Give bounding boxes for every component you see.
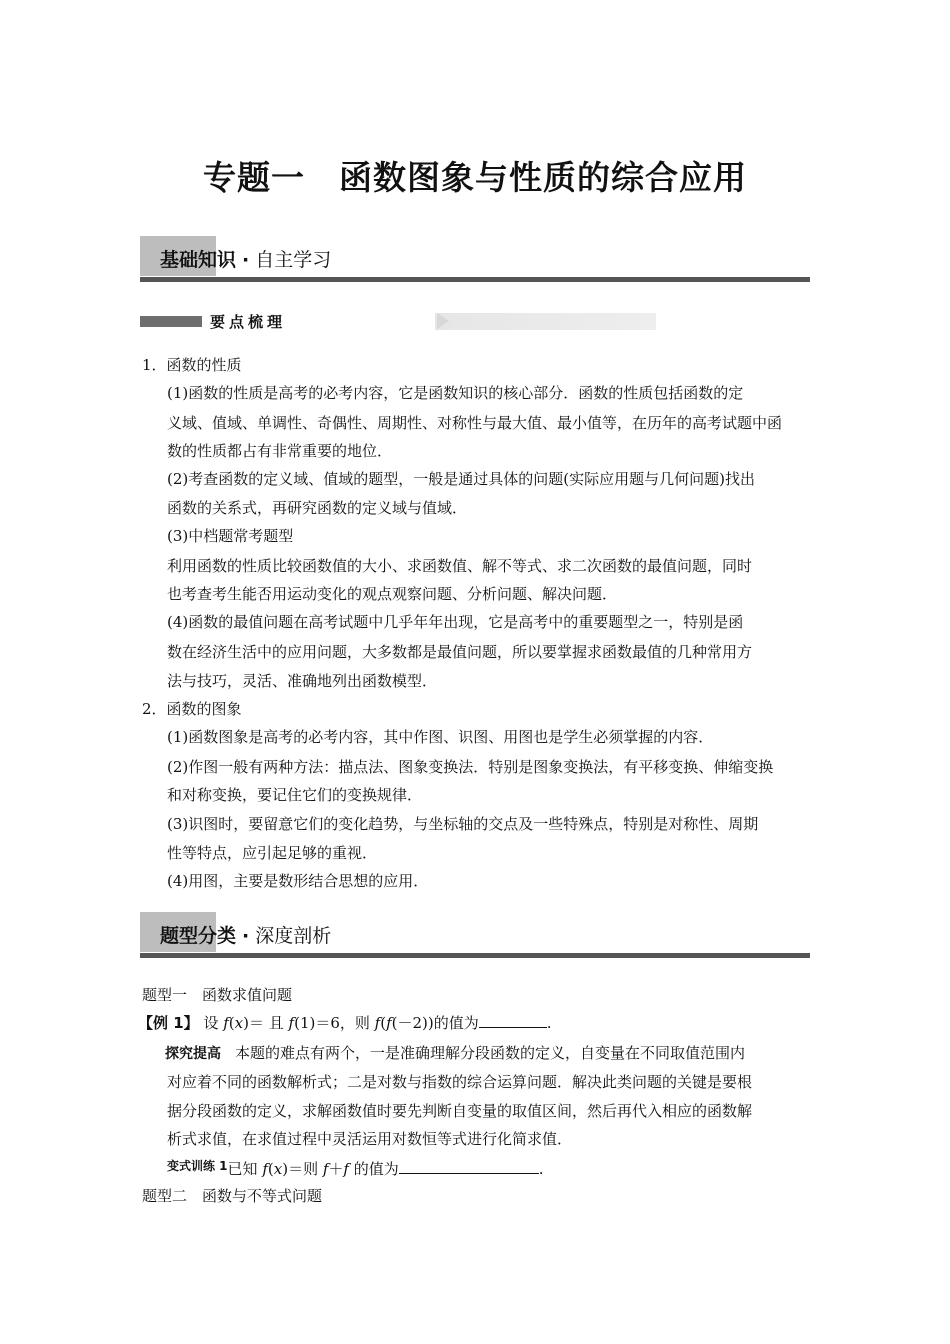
paragraph-line: 法与技巧，灵活、准确地列出函数模型．	[167, 672, 438, 690]
math-f: f	[343, 1160, 349, 1178]
variant-end: .	[538, 1160, 544, 1178]
section-header-basics	[140, 236, 810, 282]
section-rule	[140, 953, 810, 958]
paragraph-line: (4)函数的最值问题在高考试题中几乎年年出现，它是高考中的重要题型之一，特别是函	[167, 613, 744, 631]
variant-text: 的值为	[348, 1160, 399, 1178]
math-x: x	[234, 1014, 244, 1032]
variant-1: $^{变式训练 1}$已知 f(x)＝则 f＋f 的值为 .	[167, 1159, 544, 1178]
paragraph-line: 也考查考生能否用运动变化的观点观察问题、分析问题、解决问题．	[167, 585, 618, 603]
paragraph-line: (3)识图时，要留意它们的变化趋势，与坐标轴的交点及一些特殊点，特别是对称性、周期	[167, 815, 759, 833]
section-rule	[140, 277, 810, 282]
paragraph-line: (1)函数图象是高考的必考内容，其中作图、识图、用图也是学生必须掌握的内容．	[167, 728, 714, 746]
example-tag: 【例 1】	[138, 1014, 199, 1032]
math-f: f	[374, 1014, 381, 1032]
section-subtitle: 自主学习	[255, 249, 332, 271]
example-text: ＝ 且	[248, 1014, 289, 1032]
example-text: (－2))的值为	[391, 1014, 479, 1032]
math-f: f	[288, 1014, 295, 1032]
paragraph-line: (4)用图，主要是数形结合思想的应用．	[167, 872, 429, 890]
math-f: f	[262, 1160, 268, 1178]
problem-type-heading: 题型一 函数求值问题	[142, 986, 293, 1004]
paragraph-line: (1)函数的性质是高考的必考内容，它是函数知识的核心部分．函数的性质包括函数的定	[167, 384, 744, 402]
heading-function-graphs: 2．函数的图象	[142, 700, 242, 718]
banner-label: 要点梳理	[210, 313, 287, 331]
example-1: 【例 1】 设 f(x)＝ 且 f(1)＝6，则 f(f(－2))的值为 .	[138, 1014, 552, 1032]
paragraph-line: 利用函数的性质比较函数值的大小、求函数值、解不等式、求二次函数的最值问题，同时	[167, 557, 753, 575]
paragraph-line: 据分段函数的定义，求解函数值时要先判断自变量的取值区间，然后再代入相应的函数解	[167, 1102, 753, 1120]
answer-blank[interactable]	[479, 1013, 547, 1028]
paragraph-line: 义域、值域、单调性、奇偶性、周期性、对称性与最大值、最小值等，在历年的高考试题中函	[167, 414, 783, 432]
paragraph-line: 对应着不同的函数解析式；二是对数与指数的综合运算问题．解决此类问题的关键是要根	[167, 1073, 753, 1091]
paragraph-line: 性等特点，应引起足够的重视．	[167, 844, 378, 862]
heading-function-properties: 1．函数的性质	[142, 356, 242, 374]
paragraph-line: 数的性质都占有非常重要的地位．	[167, 442, 393, 460]
section-title: 题型分类	[160, 925, 237, 947]
paragraph-line: 和对称变换，要记住它们的变换规律．	[167, 786, 423, 804]
math-plus: ＋	[328, 1160, 344, 1178]
section-label	[160, 921, 331, 948]
section-header-problem-types	[140, 912, 810, 958]
example-end: .	[546, 1014, 552, 1032]
banner-light-bar	[435, 313, 656, 330]
section-title: 基础知识	[160, 249, 237, 271]
variant-label: 变式训练 1	[167, 1159, 228, 1173]
explore-line	[165, 1043, 745, 1064]
page-title: 专题一 函数图象与性质的综合应用	[203, 158, 747, 197]
example-text: (1)＝6，则	[294, 1014, 375, 1032]
paragraph-line: (3)中档题常考题型	[167, 527, 294, 545]
math-f: f	[386, 1014, 392, 1032]
section-dot: ·	[242, 249, 250, 271]
section-subtitle: 深度剖析	[255, 925, 332, 947]
section-dot: ·	[242, 925, 250, 947]
math-f: f	[223, 1014, 229, 1032]
paragraph-line: 数在经济生活中的应用问题，大多数都是最值问题，所以要掌握求函数最值的几种常用方	[167, 643, 753, 661]
key-points-banner	[140, 313, 516, 330]
math-f: f	[322, 1160, 329, 1178]
section-label	[160, 245, 331, 272]
paragraph-line: 析式求值，在求值过程中灵活运用对数恒等式进行化简求值．	[167, 1130, 573, 1148]
variant-text: ＝则	[288, 1160, 323, 1178]
banner-dark-bar	[140, 316, 202, 327]
paragraph-line: 函数的关系式，再研究函数的定义域与值域．	[167, 499, 468, 517]
banner-arrow-icon	[437, 313, 449, 329]
math-x: x	[273, 1160, 283, 1178]
answer-blank[interactable]	[399, 1159, 539, 1174]
paragraph-line: (2)考查函数的定义域、值域的题型，一般是通过具体的问题(实际应用题与几何问题)找出	[167, 470, 755, 488]
explore-text: 本题的难点有两个，一是准确理解分段函数的定义，自变量在不同取值范围内	[235, 1044, 746, 1062]
paragraph-line: (2)作图一般有两种方法：描点法、图象变换法．特别是图象变换法，有平移变换、伸缩变换	[167, 758, 774, 776]
variant-text: 已知	[227, 1160, 263, 1178]
problem-type-heading: 题型二 函数与不等式问题	[142, 1187, 323, 1205]
explore-label: 探究提高	[165, 1046, 221, 1062]
example-text: 设	[203, 1014, 224, 1032]
